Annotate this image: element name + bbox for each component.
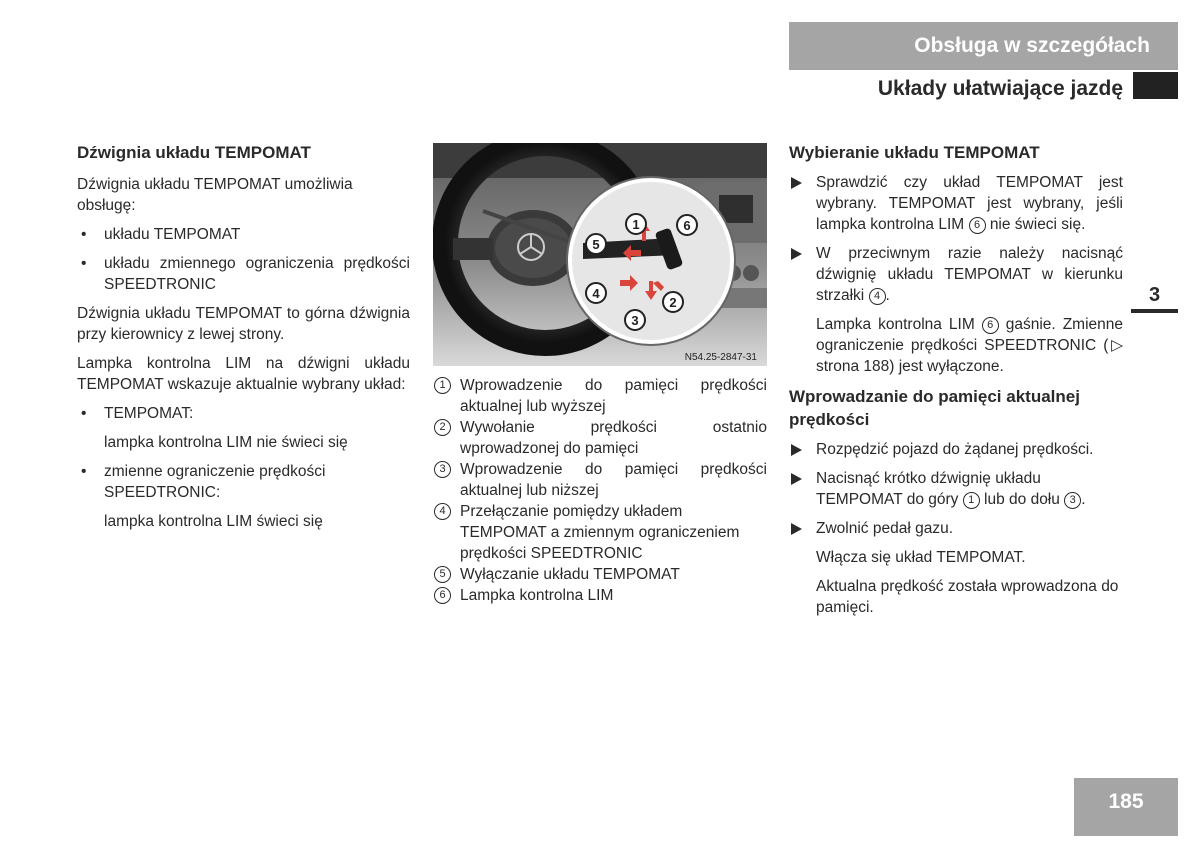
ref-number: 6 <box>982 317 999 334</box>
figure-legend <box>433 375 767 606</box>
chapter-tab-underline <box>1131 309 1178 313</box>
paragraph: Dźwignia układu TEMPOMAT to górna dźwignia przy kierownicy z lewej strony. <box>77 305 410 343</box>
select-tempomat-heading: Wybieranie układu TEMPOMAT <box>789 143 1040 162</box>
lever-heading: Dźwignia układu TEMPOMAT <box>77 143 311 162</box>
store-speed-heading: Wprowadzanie do pamięci aktualnej prędkości <box>789 387 1080 429</box>
callout-2: 2 <box>669 295 677 310</box>
callout-5: 5 <box>592 237 600 252</box>
section-title: Obsługa w szczegółach <box>914 34 1150 57</box>
instruction-step: Nacisnąć krótko dźwignię układu TEMPOMAT do góry 1 lub do dołu 3 . <box>789 468 1123 510</box>
legend-item <box>433 459 767 501</box>
legend-text: Lampka kontrolna LIM <box>460 587 614 604</box>
instruction-step: W przeciwnym razie należy nacisnąć dźwignię układu TEMPOMAT w kierunku strzałki 4 . <box>789 243 1123 306</box>
legend-item <box>433 375 767 417</box>
chapter-tab: 3 <box>1148 284 1161 306</box>
legend-text: Przełączanie pomiędzy układem TEMPOMAT a zmiennym ograniczeniem prędkości SPEEDTRONIC <box>460 503 740 562</box>
tempomat-lever-figure <box>433 143 767 366</box>
ref-number: 1 <box>963 492 980 509</box>
legend-text: Wywołanie prędkości ostatnio wprowadzonej do pamięci <box>460 419 767 457</box>
list-item: • TEMPOMAT: <box>77 403 410 424</box>
step-result: Lampka kontrolna LIM 6 gaśnie. Zmienne ograniczenie prędkości SPEEDTRONIC (▷ strona 188) jest wyłączone. <box>816 316 1124 375</box>
section-header-box <box>789 22 1178 70</box>
list-item-detail: lampka kontrolna LIM świeci się <box>104 513 323 530</box>
step-result: Włącza się układ TEMPOMAT. <box>816 549 1026 566</box>
right-column <box>789 141 1123 618</box>
instruction-step: Zwolnić pedał gazu. <box>789 518 1123 539</box>
legend-number: 5 <box>434 566 451 583</box>
legend-item <box>433 417 767 459</box>
figure-code: N54.25-2847-31 <box>684 352 757 363</box>
legend-item <box>433 564 767 585</box>
page-number: 185 <box>1108 790 1144 813</box>
callout-3: 3 <box>631 313 639 328</box>
step-arrow-icon <box>791 177 802 189</box>
legend-number: 6 <box>434 587 451 604</box>
instruction-step: Rozpędzić pojazd do żądanej prędkości. <box>789 439 1123 460</box>
callout-1: 1 <box>632 217 640 232</box>
list-item-detail: lampka kontrolna LIM nie świeci się <box>104 434 348 451</box>
header-marker-block <box>1133 72 1178 99</box>
legend-text: Wprowadzenie do pamięci prędkości aktualnej lub niższej <box>460 461 767 499</box>
callout-4: 4 <box>592 286 600 301</box>
legend-number: 3 <box>434 461 451 478</box>
list-item: • zmienne ograniczenie prędkości SPEEDTRONIC: <box>77 461 410 503</box>
legend-item <box>433 585 767 606</box>
paragraph: Lampka kontrolna LIM na dźwigni układu TEMPOMAT wskazuje aktualnie wybrany układ: <box>77 355 410 393</box>
legend-number: 4 <box>434 503 451 520</box>
list-item: • układu TEMPOMAT <box>77 224 410 245</box>
page-reference: (▷ strona 188) jest wyłączone. <box>816 337 1123 375</box>
page-number-box <box>1074 778 1178 836</box>
step-result: Aktualna prędkość została wprowadzona do pamięci. <box>816 578 1119 616</box>
ref-number: 6 <box>969 217 986 234</box>
instruction-step: Sprawdzić czy układ TEMPOMAT jest wybrany. TEMPOMAT jest wybrany, jeśli lampka kontrolna LIM 6 nie świeci się. <box>789 172 1123 235</box>
intro-text: Dźwignia układu TEMPOMAT umożliwia obsługę: <box>77 176 353 214</box>
step-arrow-icon <box>791 444 802 456</box>
list-item: • układu zmiennego ograniczenia prędkości SPEEDTRONIC <box>77 253 410 295</box>
legend-number: 1 <box>434 377 451 394</box>
left-column <box>77 141 410 532</box>
step-arrow-icon <box>791 473 802 485</box>
ref-number: 4 <box>869 288 886 305</box>
ref-number: 3 <box>1064 492 1081 509</box>
legend-text: Wprowadzenie do pamięci prędkości aktualnej lub wyższej <box>460 377 767 415</box>
callout-6: 6 <box>683 218 691 233</box>
subsection-title: Układy ułatwiające jazdę <box>877 77 1123 100</box>
step-arrow-icon <box>791 523 802 535</box>
step-arrow-icon <box>791 248 802 260</box>
cockpit-illustration <box>433 143 767 366</box>
legend-number: 2 <box>434 419 451 436</box>
legend-item <box>433 501 767 564</box>
legend-text: Wyłączanie układu TEMPOMAT <box>460 566 680 583</box>
